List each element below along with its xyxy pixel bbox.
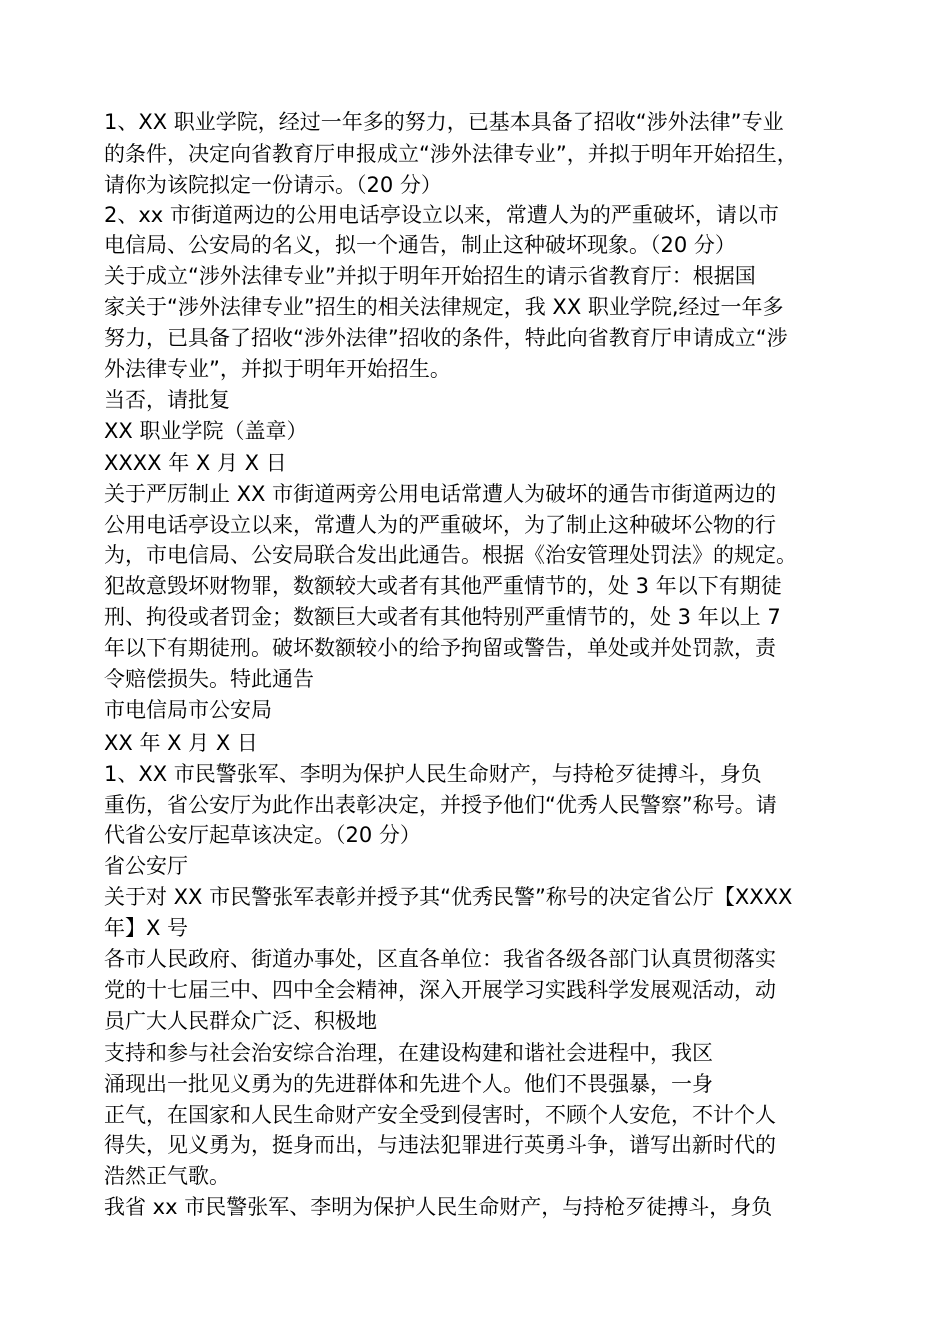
text-line: XX 职业学院（盖章） (104, 419, 308, 443)
text-line: 支持和参与社会治安综合治理，在建设构建和谐社会进程中，我区 (104, 1041, 713, 1065)
text-line: 的条件，决定向省教育厅申报成立“涉外法律专业”，并拟于明年开始招生， (104, 142, 798, 166)
text-line: 2、xx 市街道两边的公用电话亭设立以来，常遭人为的严重破坏，请以市 (104, 203, 779, 227)
text-line: 外法律专业”，并拟于明年开始招生。 (104, 357, 451, 381)
text-line: 年】X 号 (104, 916, 189, 940)
text-line: 令赔偿损失。特此通告 (104, 667, 314, 691)
text-line: 代省公安厅起草该决定。（20 分） (104, 823, 421, 847)
text-line: 年以下有期徒刑。破坏数额较小的给予拘留或警告，单处或并处罚款，责 (104, 636, 776, 660)
text-line: 党的十七届三中、四中全会精神，深入开展学习实践科学发展观活动，动 (104, 978, 776, 1002)
text-line: 刑、拘役或者罚金；数额巨大或者有其他特别严重情节的，处 3 年以上 7 (104, 605, 781, 629)
text-line: 我省 xx 市民警张军、李明为保护人民生命财产，与持枪歹徒搏斗，身负 (104, 1195, 773, 1219)
text-line: 涌现出一批见义勇为的先进群体和先进个人。他们不畏强暴，一身 (104, 1072, 713, 1096)
text-line: 1、XX 市民警张军、李明为保护人民生命财产，与持枪歹徒搏斗，身负 (104, 762, 762, 786)
text-line: 家关于“涉外法律专业”招生的相关法律规定，我 XX 职业学院,经过一年多 (104, 295, 784, 319)
text-line: 得失，见义勇为，挺身而出，与违法犯罪进行英勇斗争，谱写出新时代的 (104, 1133, 776, 1157)
text-line: XX 年 X 月 X 日 (104, 731, 258, 755)
text-line: 电信局、公安局的名义，拟一个通告，制止这种破坏现象。（20 分） (104, 233, 736, 257)
text-line: 努力，已具备了招收“涉外法律”招收的条件，特此向省教育厅申请成立“涉 (104, 326, 788, 350)
text-line: 犯故意毁坏财物罪，数额较大或者有其他严重情节的，处 3 年以下有期徒 (104, 574, 782, 598)
text-line: 重伤，省公安厅为此作出表彰决定，并授予他们“优秀人民警察”称号。请 (104, 793, 777, 817)
text-line: 省公安厅 (104, 854, 188, 878)
text-line: 为，市电信局、公安局联合发出此通告。根据《治安管理处罚法》的规定。 (104, 543, 797, 567)
text-line: 各市人民政府、街道办事处，区直各单位：我省各级各部门认真贯彻落实 (104, 947, 776, 971)
text-line: 请你为该院拟定一份请示。（20 分） (104, 173, 442, 197)
text-line: 正气，在国家和人民生命财产安全受到侵害时，不顾个人安危，不计个人 (104, 1103, 776, 1127)
text-line: 关于成立“涉外法律专业”并拟于明年开始招生的请示省教育厅：根据国 (104, 264, 756, 288)
text-line: 1、XX 职业学院，经过一年多的努力，已基本具备了招收“涉外法律”专业 (104, 110, 784, 134)
text-line: 当否，请批复 (104, 388, 230, 412)
text-line: 浩然正气歌。 (104, 1164, 230, 1188)
text-line: 员广大人民群众广泛、积极地 (104, 1009, 377, 1033)
text-line: 关于对 XX 市民警张军表彰并授予其“优秀民警”称号的决定省公厅【XXXX (104, 885, 793, 909)
text-line: 公用电话亭设立以来，常遭人为的严重破坏，为了制止这种破坏公物的行 (104, 513, 776, 537)
text-line: 市电信局市公安局 (104, 698, 272, 722)
text-line: XXXX 年 X 月 X 日 (104, 451, 287, 475)
text-line: 关于严厉制止 XX 市街道两旁公用电话常遭人为破坏的通告市街道两边的 (104, 482, 777, 506)
